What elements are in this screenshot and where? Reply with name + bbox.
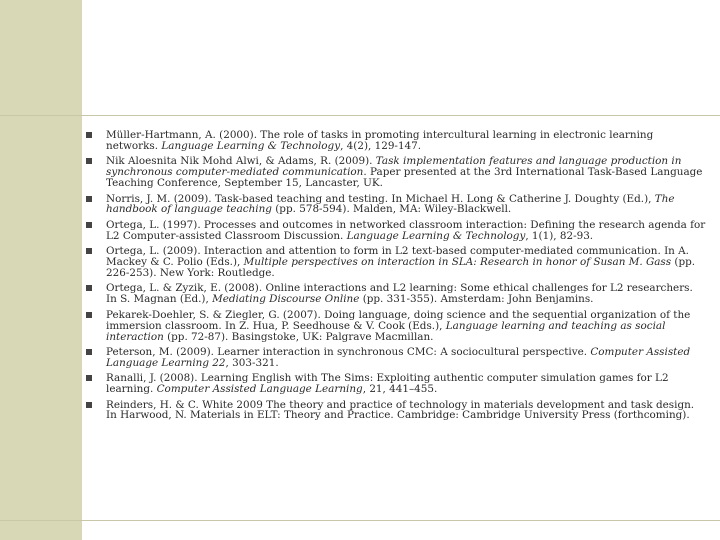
reference-item: Nik Aloesnita Nik Mohd Alwi, & Adams, R. (2009). Task implementation features and language production in synchronous computer-mediated communication. Paper presented at the 3rd International Task-Based Language Teaching Conference, September 15, Lancaster, UK. [86, 156, 706, 189]
reference-item: Pekarek-Doehler, S. & Ziegler, G. (2007). Doing language, doing science and the sequential organization of the immersion classroom. In Z. Hua, P. Seedhouse & V. Cook (Eds.), Language learning and teaching as social interaction (pp. 72-87). Basingstoke, UK: Palgrave Macmillan. [86, 310, 706, 343]
square-bullet-icon [86, 402, 92, 408]
square-bullet-icon [86, 132, 92, 138]
square-bullet-icon [86, 349, 92, 355]
reference-item: Peterson, M. (2009). Learner interaction in synchronous CMC: A sociocultural perspective. Computer Assisted Language Learning 22, 303-321. [86, 347, 706, 369]
reference-item: Ortega, L. (2009). Interaction and attention to form in L2 text-based computer-mediated communication. In A. Mackey & C. Polio (Eds.), Multiple perspectives on interaction in SLA: Research in honor of Susan M. Gass (pp. 226-253). New York: Routledge. [86, 246, 706, 279]
square-bullet-icon [86, 196, 92, 202]
slide-side-band [0, 0, 82, 540]
top-rule [0, 115, 720, 116]
reference-item: Ranalli, J. (2008). Learning English with The Sims: Exploiting authentic computer simulation games for L2 learning. Computer Assisted Language Learning, 21, 441–455. [86, 373, 706, 395]
square-bullet-icon [86, 312, 92, 318]
square-bullet-icon [86, 248, 92, 254]
reference-item: Norris, J. M. (2009). Task-based teaching and testing. In Michael H. Long & Catherine J. Doughty (Ed.), The handbook of language teaching (pp. 578-594). Malden, MA: Wiley-Blackwell. [86, 194, 706, 216]
reference-list [86, 130, 706, 426]
bottom-rule [0, 520, 720, 521]
square-bullet-icon [86, 222, 92, 228]
square-bullet-icon [86, 375, 92, 381]
reference-item: Ortega, L. & Zyzik, E. (2008). Online interactions and L2 learning: Some ethical challenges for L2 researchers. In S. Magnan (Ed.), Mediating Discourse Online (pp. 331-355). Amsterdam: John Benjamins. [86, 283, 706, 305]
reference-item: Ortega, L. (1997). Processes and outcomes in networked classroom interaction: Defining the research agenda for L2 Computer-assisted Classroom Discussion. Language Learning & Technology, 1(1), 82-93. [86, 220, 706, 242]
square-bullet-icon [86, 285, 92, 291]
square-bullet-icon [86, 158, 92, 164]
reference-item: Müller-Hartmann, A. (2000). The role of tasks in promoting intercultural learning in electronic learning networks. Language Learning & Technology, 4(2), 129-147. [86, 130, 706, 152]
reference-item: Reinders, H. & C. White 2009 The theory and practice of technology in materials development and task design. In Harwood, N. Materials in ELT: Theory and Practice. Cambridge: Cambridge University Press (forthcoming). [86, 400, 706, 422]
